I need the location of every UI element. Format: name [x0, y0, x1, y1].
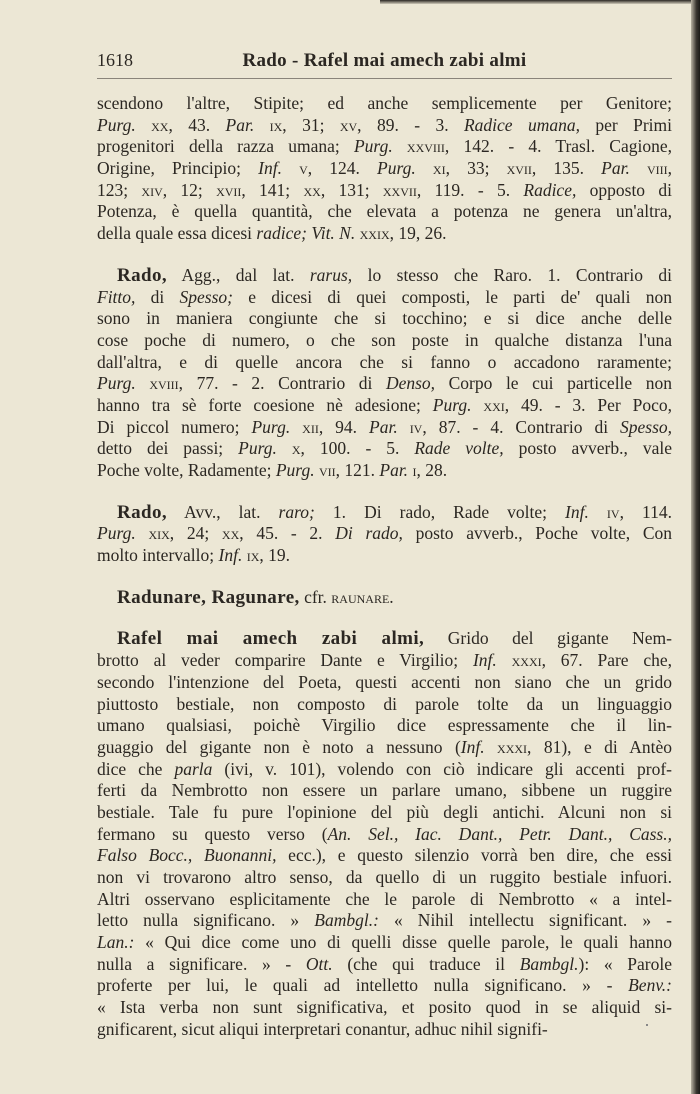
text-line: [97, 975, 672, 997]
text-segment: nulla a significare. » -: [97, 953, 306, 974]
text-segment: Di piccol numero;: [97, 416, 252, 437]
text-segment: (che qui traduce il: [332, 953, 520, 974]
italic-text: Rade volte,: [414, 438, 504, 459]
text-segment: , 119. - 5.: [416, 179, 524, 200]
text-segment: molto intervallo;: [97, 545, 219, 566]
text-segment: sono in maniera congiunte che si tocchino; e si dice anche delle: [97, 308, 672, 329]
text-line: [97, 395, 672, 417]
text-line: [97, 136, 672, 158]
italic-text: Inf.: [460, 736, 485, 757]
italic-text: Purg.: [353, 136, 393, 157]
text-segment: Avv., lat.: [167, 501, 279, 522]
italic-text: Par.: [369, 416, 398, 437]
text-segment: , 114.: [619, 501, 672, 522]
text-segment: di: [135, 286, 180, 307]
small-caps-text: xvii: [216, 179, 242, 200]
text-segment: , 19.: [259, 545, 291, 566]
small-caps-text: xxi: [483, 394, 505, 415]
italic-text: Ott.: [305, 953, 333, 974]
italic-text: An. Sel., Iac. Dant., Petr. Dant., Cass.,: [327, 823, 672, 844]
text-line: [97, 715, 672, 737]
text-line: [97, 737, 672, 759]
text-segment: piuttosto bestiale, non composto di parole tolte da un linguaggio: [97, 693, 672, 714]
italic-text: Purg.: [238, 438, 277, 459]
text-line: [97, 932, 672, 954]
text-segment: , 142. - 4. Trasl. Cagione,: [444, 136, 672, 157]
italic-text: Purg.: [97, 373, 136, 394]
small-caps-text: ix: [269, 114, 283, 135]
small-caps-text: xvii: [506, 158, 532, 179]
text-segment: [290, 417, 302, 437]
text-segment: , 31;: [282, 114, 340, 135]
text-line: [97, 845, 672, 867]
text-segment: [416, 158, 433, 178]
text-line: [97, 954, 672, 976]
text-line: [97, 287, 672, 309]
speck: [646, 1024, 648, 1026]
small-caps-text: xx: [221, 523, 240, 544]
text-line: [97, 694, 672, 716]
text-segment: .: [389, 586, 394, 607]
text-segment: non vi trovarono altro senso, da quello di un ruggito bestiale infuori.: [97, 867, 672, 887]
small-caps-text: xx: [151, 114, 169, 135]
small-caps-text: viii: [647, 158, 668, 179]
italic-text: Vit. N.: [311, 223, 356, 244]
text-segment: dice che: [97, 758, 175, 779]
text-segment: , 141;: [241, 179, 304, 200]
header-rule: [97, 78, 672, 79]
small-caps-text: x: [291, 438, 301, 459]
italic-text: Inf.: [218, 545, 243, 566]
book-spine-edge: [691, 0, 700, 1094]
small-caps-text: raunare: [331, 586, 390, 607]
text-segment: [136, 523, 149, 543]
text-segment: , 94.: [318, 416, 370, 437]
text-segment: , 19, 26.: [389, 223, 447, 244]
text-segment: posto avverb., Poche volte, Con: [402, 523, 673, 544]
dictionary-body: [97, 93, 672, 1061]
text-line: [97, 417, 672, 439]
text-segment: Origine, Principio;: [97, 158, 259, 179]
text-line: [97, 802, 672, 824]
italic-text: Spesso,: [620, 416, 673, 437]
text-segment: Corpo le cui particelle non: [435, 373, 673, 394]
text-segment: , 121.: [335, 460, 380, 480]
text-segment: , 33;: [445, 158, 507, 179]
text-segment: dall'altra, e di quelle ancora che si fanno o accadono raramente;: [97, 351, 672, 372]
italic-text: Denso,: [385, 373, 436, 394]
small-caps-text: vii: [318, 460, 336, 480]
text-segment: [398, 417, 410, 437]
text-segment: « Qui dice come uno di quelli disse quelle parole, le quali hanno: [134, 932, 672, 953]
text-line: [97, 308, 672, 330]
text-segment: [136, 373, 150, 393]
italic-text: Par.: [225, 114, 255, 135]
text-line: [97, 93, 672, 115]
text-line: [97, 330, 672, 352]
text-segment: [485, 737, 497, 757]
text-segment: cfr.: [299, 586, 332, 607]
text-segment: opposto di: [576, 179, 672, 200]
text-segment: , 24;: [169, 523, 222, 544]
text-line: [97, 352, 672, 374]
text-segment: , 77. - 2. Contrario di: [178, 373, 386, 394]
text-line: [97, 158, 672, 180]
text-segment: 123;: [97, 179, 142, 200]
italic-text: Di rado,: [335, 523, 403, 544]
text-segment: [497, 650, 512, 670]
dictionary-entry: [97, 587, 672, 609]
text-segment: letto nulla significano. »: [97, 910, 315, 931]
italic-text: Falso Bocc., Buonanni,: [97, 845, 277, 866]
text-segment: e dicesi di quei composti, le parti de' quali non: [233, 286, 672, 307]
text-segment: Grido del gigante Nem-: [424, 628, 672, 649]
page-number: 1618: [97, 50, 133, 70]
text-line: [97, 223, 672, 245]
text-segment: 1. Di rado, Rade volte;: [314, 501, 566, 522]
italic-text: Bambgl.:: [314, 910, 379, 931]
text-segment: , 100. - 5.: [300, 438, 415, 459]
text-line: [97, 523, 672, 545]
italic-text: Purg.: [251, 416, 291, 437]
text-segment: , 89. - 3.: [357, 114, 464, 135]
text-segment: ,: [667, 158, 673, 179]
italic-text: Lan.:: [97, 932, 135, 953]
small-caps-text: xx: [303, 179, 321, 200]
text-segment: progenitori della razza umana;: [97, 136, 354, 157]
italic-text: Radice,: [523, 179, 577, 200]
italic-text: rarus,: [309, 264, 353, 285]
text-segment: Altri osservano esplicitamente che le parole di Nembrotto « a intel-: [97, 888, 672, 909]
text-line: [97, 889, 672, 911]
text-segment: , 81), e di Antèo: [527, 736, 673, 757]
text-segment: fermano su questo verso (: [97, 823, 328, 844]
text-segment: guaggio del gigante non è noto a nessuno (: [97, 736, 461, 757]
text-line: [97, 502, 672, 524]
italic-text: Bambgl.: [519, 953, 579, 974]
italic-text: Par.: [601, 158, 630, 179]
text-line: [97, 180, 672, 202]
text-segment: proferte per lui, le quali ad intelletto nulla significano. » -: [97, 975, 629, 996]
small-caps-text: xi: [432, 158, 446, 179]
small-caps-text: xxxi: [497, 736, 528, 757]
italic-text: Purg.: [377, 158, 416, 179]
small-caps-text: xiv: [141, 179, 163, 200]
italic-text: radice;: [256, 223, 307, 244]
italic-text: Inf.: [565, 501, 589, 522]
text-line: [97, 265, 672, 287]
text-line: [97, 759, 672, 781]
text-line: [97, 824, 672, 846]
running-header: [97, 50, 672, 74]
small-caps-text: iv: [409, 416, 423, 437]
text-segment: , 124.: [307, 158, 378, 179]
text-line: [97, 997, 672, 1019]
text-segment: [472, 395, 484, 415]
text-segment: secondo l'intenzione del Poeta, questi accenti non siano che un grido: [97, 671, 672, 692]
italic-text: Spesso;: [179, 286, 233, 307]
text-segment: (ivi, v. 101), volendo con ciò indicare gli accenti prof-: [212, 758, 672, 779]
text-line: [97, 672, 672, 694]
small-caps-text: xii: [302, 416, 319, 437]
headword: Rado,: [117, 501, 168, 523]
small-caps-text: ix: [246, 545, 260, 566]
text-line: [97, 650, 672, 672]
italic-text: Purg.: [97, 114, 136, 135]
text-line: [97, 438, 672, 460]
text-segment: bestiale. Tale fu pure l'opinione del più degli antichi. Alcuni non si: [97, 801, 672, 822]
text-segment: [589, 502, 607, 522]
text-segment: , 12;: [162, 179, 217, 200]
text-segment: [393, 136, 407, 156]
text-line: [97, 373, 672, 395]
text-segment: , 87. - 4. Contrario di: [422, 416, 621, 437]
text-segment: [282, 158, 299, 178]
text-line: [97, 628, 672, 650]
italic-text: Purg.: [97, 523, 136, 544]
text-segment: hanno tra sè forte coesione nè adesione;: [97, 394, 433, 415]
dictionary-entry: [97, 502, 672, 567]
italic-text: Purg.: [275, 460, 315, 480]
text-line: [97, 115, 672, 137]
dictionary-entry: [97, 628, 672, 1040]
text-line: [97, 545, 672, 567]
text-segment: [277, 438, 292, 458]
text-line: [97, 910, 672, 932]
text-line: [97, 460, 672, 482]
small-caps-text: i: [412, 460, 417, 480]
text-segment: per Primi: [579, 114, 673, 135]
text-segment: « Ista verba non sunt significativa, et posito quod in se aliquid si-: [97, 997, 672, 1018]
headword: Rafel mai amech zabi almi,: [117, 628, 425, 650]
text-segment: , 67. Pare che,: [541, 650, 673, 671]
text-segment: , 49. - 3. Per Poco,: [504, 394, 673, 415]
small-caps-text: v: [299, 158, 308, 179]
text-segment: scendono l'altre, Stipite; ed anche semplicemente per Genitore;: [97, 93, 672, 113]
italic-text: parla: [174, 758, 213, 779]
italic-text: Purg.: [432, 394, 472, 415]
text-line: [97, 201, 672, 223]
text-line: [97, 867, 672, 889]
italic-text: raro;: [278, 501, 315, 522]
text-segment: ): « Parole: [578, 953, 672, 974]
text-segment: umano qualsiasi, poichè Virgilio dice espressamente che il lin-: [97, 715, 672, 736]
text-line: [97, 587, 672, 609]
text-segment: , 45. - 2.: [239, 523, 336, 544]
entry-continuation: [97, 93, 672, 245]
text-segment: lo stesso che Raro. 1. Contrario di: [352, 264, 672, 285]
text-segment: , 131;: [320, 179, 383, 200]
text-segment: Agg., dal lat.: [167, 264, 310, 285]
text-segment: ferti da Nembrotto non essere un parlare umano, sibbene un ruggire: [97, 780, 672, 801]
italic-text: Fitto,: [97, 286, 136, 307]
italic-text: Inf.: [472, 650, 497, 671]
text-segment: della quale essa dicesi: [97, 223, 257, 244]
text-segment: , 135.: [531, 158, 602, 179]
small-caps-text: xix: [148, 523, 170, 544]
small-caps-text: xxvii: [382, 179, 417, 200]
text-segment: brotto al veder comparire Dante e Virgilio;: [97, 650, 473, 671]
headword: Rado,: [117, 264, 168, 286]
text-segment: cose poche di numero, o che son poste in qualche distanza l'una: [97, 329, 672, 350]
text-segment: Potenza, è quella quantità, che elevata a potenza ne genera un'altra,: [97, 201, 672, 222]
small-caps-text: xxxi: [511, 650, 542, 671]
text-segment: [254, 115, 269, 135]
text-line: [97, 1019, 672, 1041]
text-segment: « Nihil intellectu significant. » -: [378, 910, 672, 931]
text-segment: detto dei passi;: [97, 438, 239, 459]
page-top-edge: [380, 0, 700, 4]
dictionary-entry: [97, 265, 672, 482]
small-caps-text: xviii: [149, 373, 179, 394]
italic-text: Radice umana,: [463, 114, 580, 135]
running-title: Rado - Rafel mai amech zabi almi: [242, 50, 527, 71]
italic-text: Benv.:: [628, 975, 672, 996]
text-line: [97, 780, 672, 802]
small-caps-text: iv: [606, 501, 620, 522]
headword: Radunare, Ragunare,: [117, 586, 300, 608]
text-segment: , 28.: [416, 460, 448, 480]
text-segment: [630, 158, 647, 178]
small-caps-text: xv: [339, 114, 358, 135]
text-segment: , 43.: [168, 114, 226, 135]
text-segment: [136, 115, 151, 135]
text-segment: posto avverb., vale: [503, 438, 672, 459]
small-caps-text: xxviii: [406, 136, 445, 157]
text-segment: ecc.), e questo silenzio vorrà ben dire, che essi: [276, 845, 672, 866]
text-segment: gnificarent, sicut aliqui interpretari conantur, adhuc nihil signifi-: [97, 1018, 548, 1039]
italic-text: Inf.: [258, 158, 282, 179]
small-caps-text: xxix: [359, 223, 390, 244]
text-segment: Poche volte, Radamente;: [97, 460, 276, 480]
italic-text: Par.: [379, 460, 409, 480]
